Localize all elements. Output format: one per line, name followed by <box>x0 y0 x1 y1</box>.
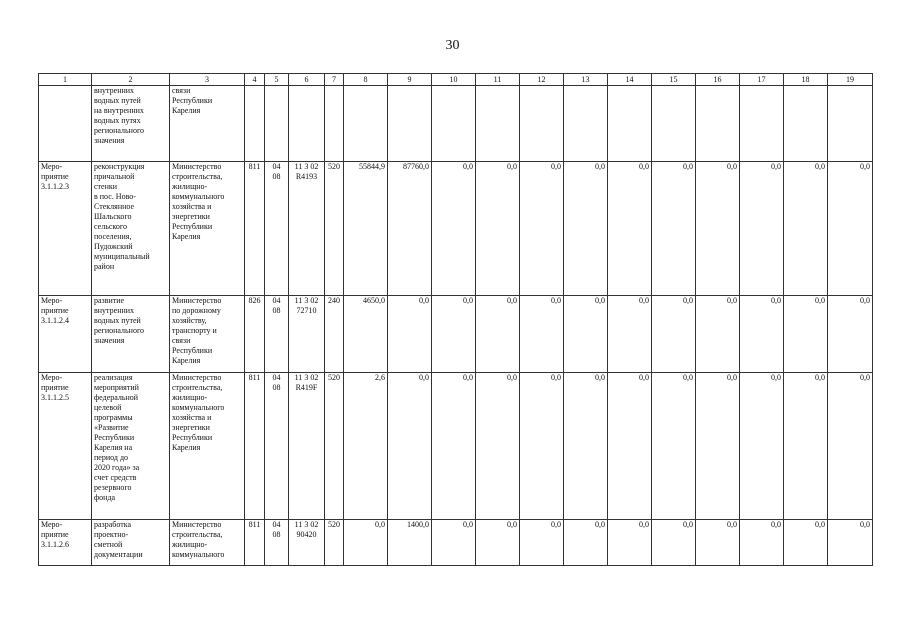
table-cell: 0,0 <box>784 520 828 566</box>
header-cell: 1 <box>39 74 92 86</box>
table-cell: 55844,9 <box>344 162 388 296</box>
table-cell: разработка проектно- сметной документации <box>92 520 170 566</box>
page-number: 30 <box>445 38 460 53</box>
table-cell: 0,0 <box>828 296 873 373</box>
table-row <box>39 520 873 566</box>
table-cell: Меро- приятие 3.1.1.2.5 <box>39 373 92 520</box>
table-cell: 0,0 <box>696 162 740 296</box>
table-row <box>39 162 873 296</box>
table-cell: 0,0 <box>740 296 784 373</box>
table-cell <box>344 86 388 162</box>
table-cell <box>740 86 784 162</box>
table-cell <box>784 86 828 162</box>
table-cell: 0,0 <box>828 373 873 520</box>
table-cell: 0,0 <box>652 520 696 566</box>
table-row <box>39 86 873 162</box>
table-cell: Меро- приятие 3.1.1.2.4 <box>39 296 92 373</box>
table-cell: 4650,0 <box>344 296 388 373</box>
table-cell: 0,0 <box>740 162 784 296</box>
table-cell: Министерство по дорожному хозяйству, транспорту и связи Республики Карелия <box>170 296 245 373</box>
table-cell: Министерство строительства, жилищно- коммунального <box>170 520 245 566</box>
budget-table <box>38 73 873 566</box>
table-cell: Министерство строительства, жилищно- коммунального хозяйства и энергетики Республики Карелия <box>170 373 245 520</box>
table-cell: 0,0 <box>608 373 652 520</box>
table-cell: 0,0 <box>740 520 784 566</box>
table-cell <box>325 86 344 162</box>
header-cell: 3 <box>170 74 245 86</box>
header-cell: 18 <box>784 74 828 86</box>
header-cell: 15 <box>652 74 696 86</box>
table-cell: 11 3 02 R4193 <box>289 162 325 296</box>
header-cell: 4 <box>245 74 265 86</box>
table-cell: 0,0 <box>432 296 476 373</box>
table-cell: 04 08 <box>265 520 289 566</box>
header-cell: 6 <box>289 74 325 86</box>
table-cell: 0,0 <box>608 162 652 296</box>
table-cell: 520 <box>325 520 344 566</box>
table-cell: 0,0 <box>388 373 432 520</box>
table-cell: связи Республики Карелия <box>170 86 245 162</box>
table-cell: 811 <box>245 162 265 296</box>
table-cell <box>388 86 432 162</box>
header-cell: 9 <box>388 74 432 86</box>
table-cell: 0,0 <box>740 373 784 520</box>
table-cell: 0,0 <box>520 373 564 520</box>
table-cell: 0,0 <box>476 162 520 296</box>
table-cell <box>608 86 652 162</box>
table-cell: 0,0 <box>784 373 828 520</box>
table-cell: 0,0 <box>784 162 828 296</box>
table-cell <box>245 86 265 162</box>
table-cell: 0,0 <box>564 162 608 296</box>
table-cell <box>289 86 325 162</box>
table-cell: Меро- приятие 3.1.1.2.6 <box>39 520 92 566</box>
table-cell: 0,0 <box>696 520 740 566</box>
table-cell <box>696 86 740 162</box>
table-cell <box>476 86 520 162</box>
header-row <box>39 74 873 86</box>
table-cell: Меро- приятие 3.1.1.2.3 <box>39 162 92 296</box>
table-cell <box>432 86 476 162</box>
table-cell <box>520 86 564 162</box>
header-cell: 17 <box>740 74 784 86</box>
table-cell: 0,0 <box>388 296 432 373</box>
header-cell: 16 <box>696 74 740 86</box>
table-cell: 2,6 <box>344 373 388 520</box>
table-cell: Министерство строительства, жилищно- коммунального хозяйства и энергетики Республики Карелия <box>170 162 245 296</box>
table-cell: 0,0 <box>652 296 696 373</box>
table-cell <box>652 86 696 162</box>
header-cell: 5 <box>265 74 289 86</box>
table-cell: развитие внутренних водных путей регионального значения <box>92 296 170 373</box>
table-cell: 811 <box>245 373 265 520</box>
header-cell: 7 <box>325 74 344 86</box>
table-cell: 826 <box>245 296 265 373</box>
table-cell: 240 <box>325 296 344 373</box>
header-cell: 2 <box>92 74 170 86</box>
table-cell <box>265 86 289 162</box>
table-cell: реализация мероприятий федеральной целевой программы «Развитие Республики Карелия на период до 2020 года» за счет средств резервного фонда <box>92 373 170 520</box>
table-cell: реконструкция причальной стенки в пос. Ново- Стеклянное Шальского сельского поселения, Пудожский муниципальный район <box>92 162 170 296</box>
table-cell: 0,0 <box>564 373 608 520</box>
table-row <box>39 296 873 373</box>
header-cell: 13 <box>564 74 608 86</box>
table-cell: 0,0 <box>432 520 476 566</box>
header-cell: 14 <box>608 74 652 86</box>
table-cell: 0,0 <box>828 520 873 566</box>
table-cell: 1400,0 <box>388 520 432 566</box>
header-cell: 10 <box>432 74 476 86</box>
table-cell <box>564 86 608 162</box>
table-cell: 0,0 <box>344 520 388 566</box>
table-cell: 0,0 <box>652 373 696 520</box>
table-cell: 0,0 <box>696 373 740 520</box>
table-body <box>39 74 873 566</box>
table-cell: 0,0 <box>476 373 520 520</box>
table-cell: 04 08 <box>265 296 289 373</box>
table-cell: 520 <box>325 373 344 520</box>
table-row <box>39 373 873 520</box>
table-cell: 87760,0 <box>388 162 432 296</box>
table-cell: 0,0 <box>564 520 608 566</box>
header-cell: 12 <box>520 74 564 86</box>
table-cell: 0,0 <box>520 296 564 373</box>
header-cell: 19 <box>828 74 873 86</box>
table-cell: 04 08 <box>265 373 289 520</box>
table-cell: 0,0 <box>476 520 520 566</box>
table-cell: 0,0 <box>520 520 564 566</box>
table-cell: 0,0 <box>828 162 873 296</box>
header-cell: 11 <box>476 74 520 86</box>
table-cell: 520 <box>325 162 344 296</box>
table-cell: 0,0 <box>652 162 696 296</box>
table-cell <box>39 86 92 162</box>
table-cell <box>828 86 873 162</box>
table-cell: 04 08 <box>265 162 289 296</box>
table-cell: 11 3 02 72710 <box>289 296 325 373</box>
table-cell: 0,0 <box>432 373 476 520</box>
table-cell: 0,0 <box>608 520 652 566</box>
table-cell: внутренних водных путей на внутренних водных путях регионального значения <box>92 86 170 162</box>
table-cell: 0,0 <box>608 296 652 373</box>
table-cell: 0,0 <box>520 162 564 296</box>
table-cell: 11 3 02 R419F <box>289 373 325 520</box>
table-cell: 0,0 <box>696 296 740 373</box>
table-cell: 0,0 <box>564 296 608 373</box>
table-cell: 0,0 <box>432 162 476 296</box>
table-cell: 11 3 02 90420 <box>289 520 325 566</box>
table-cell: 0,0 <box>784 296 828 373</box>
table-cell: 811 <box>245 520 265 566</box>
table-cell: 0,0 <box>476 296 520 373</box>
header-cell: 8 <box>344 74 388 86</box>
